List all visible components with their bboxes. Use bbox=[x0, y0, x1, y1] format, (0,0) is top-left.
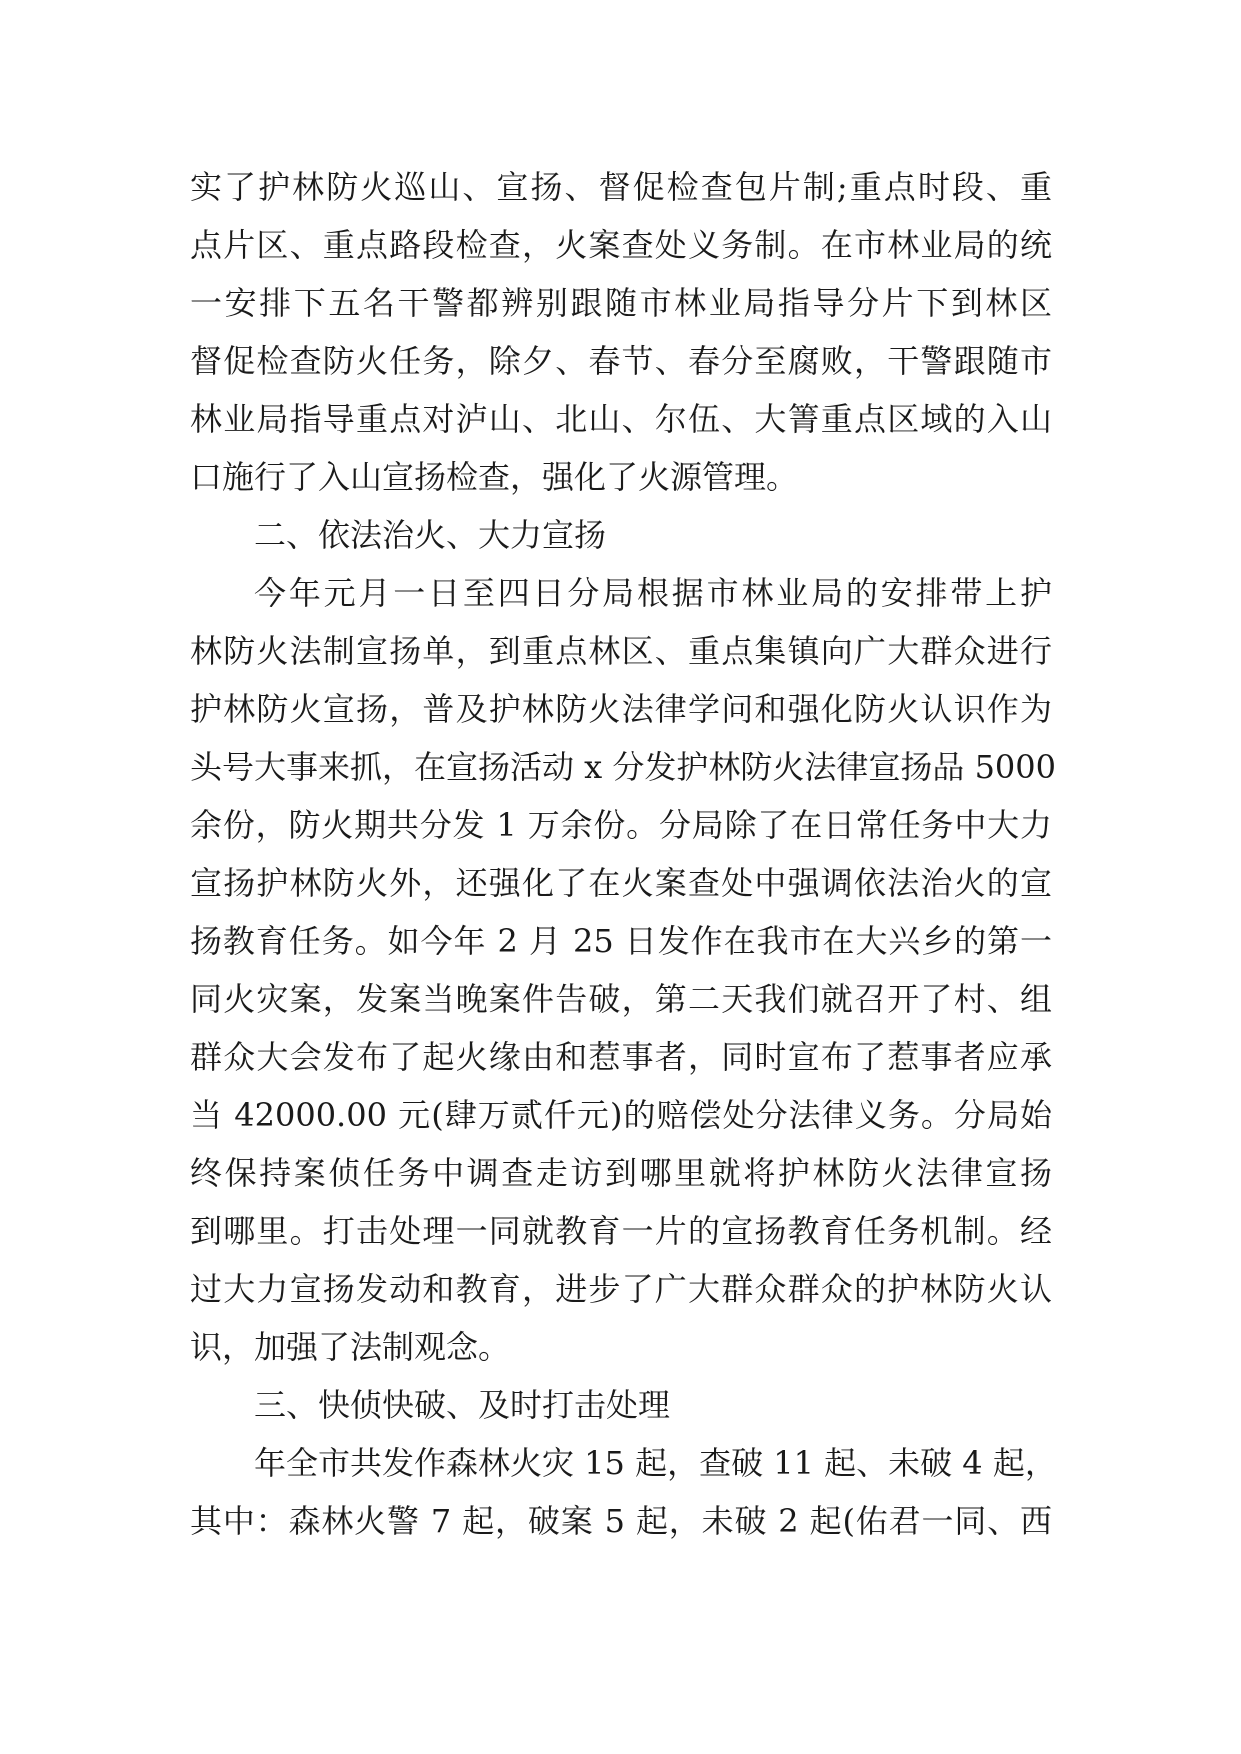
text-line: 头号大事来抓，在宣扬活动 x 分发护林防火法律宣扬品 5000 bbox=[190, 748, 1057, 786]
text-line: 到哪里。打击处理一同就教育一片的宣扬教育任务机制。经 bbox=[190, 1212, 1052, 1250]
text-line: 终保持案侦任务中调查走访到哪里就将护林防火法律宣扬 bbox=[190, 1154, 1052, 1192]
text-line: 当 42000.00 元(肆万贰仟元)的赔偿处分法律义务。分局始 bbox=[190, 1096, 1052, 1134]
text-line: 点片区、重点路段检查，火案查处义务制。在市林业局的统 bbox=[190, 226, 1052, 264]
document-body bbox=[190, 158, 1057, 1550]
section-heading: 二、依法治火、大力宣扬 bbox=[254, 516, 607, 554]
text-line: 其中：森林火警 7 起，破案 5 起，未破 2 起(佑君一同、西 bbox=[190, 1502, 1052, 1540]
text-line: 年全市共发作森林火灾 15 起，查破 11 起、未破 4 起， bbox=[254, 1444, 1057, 1482]
text-line: 识，加强了法制观念。 bbox=[190, 1328, 511, 1366]
text-line: 口施行了入山宣扬检查，强化了火源管理。 bbox=[190, 458, 799, 496]
text-line: 过大力宣扬发动和教育，进步了广大群众群众的护林防火认 bbox=[190, 1270, 1052, 1308]
text-line: 林业局指导重点对泸山、北山、尔伍、大箐重点区域的入山 bbox=[190, 400, 1052, 438]
text-line: 实了护林防火巡山、宣扬、督促检查包片制;重点时段、重 bbox=[190, 168, 1052, 206]
text-line: 同火灾案，发案当晚案件告破，第二天我们就召开了村、组 bbox=[190, 980, 1052, 1018]
text-line: 群众大会发布了起火缘由和惹事者，同时宣布了惹事者应承 bbox=[190, 1038, 1052, 1076]
text-line: 一安排下五名干警都辨别跟随市林业局指导分片下到林区 bbox=[190, 284, 1052, 322]
text-line: 今年元月一日至四日分局根据市林业局的安排带上护 bbox=[254, 574, 1052, 612]
text-line: 林防火法制宣扬单，到重点林区、重点集镇向广大群众进行 bbox=[190, 632, 1052, 670]
text-line: 督促检查防火任务，除夕、春节、春分至腐败，干警跟随市 bbox=[190, 342, 1052, 380]
section-heading: 三、快侦快破、及时打击处理 bbox=[254, 1386, 671, 1424]
text-line: 护林防火宣扬，普及护林防火法律学问和强化防火认识作为 bbox=[190, 690, 1052, 728]
text-line: 扬教育任务。如今年 2 月 25 日发作在我市在大兴乡的第一 bbox=[190, 922, 1052, 960]
text-line: 宣扬护林防火外，还强化了在火案查处中强调依法治火的宣 bbox=[190, 864, 1052, 902]
text-line: 余份，防火期共分发 1 万余份。分局除了在日常任务中大力 bbox=[190, 806, 1052, 844]
